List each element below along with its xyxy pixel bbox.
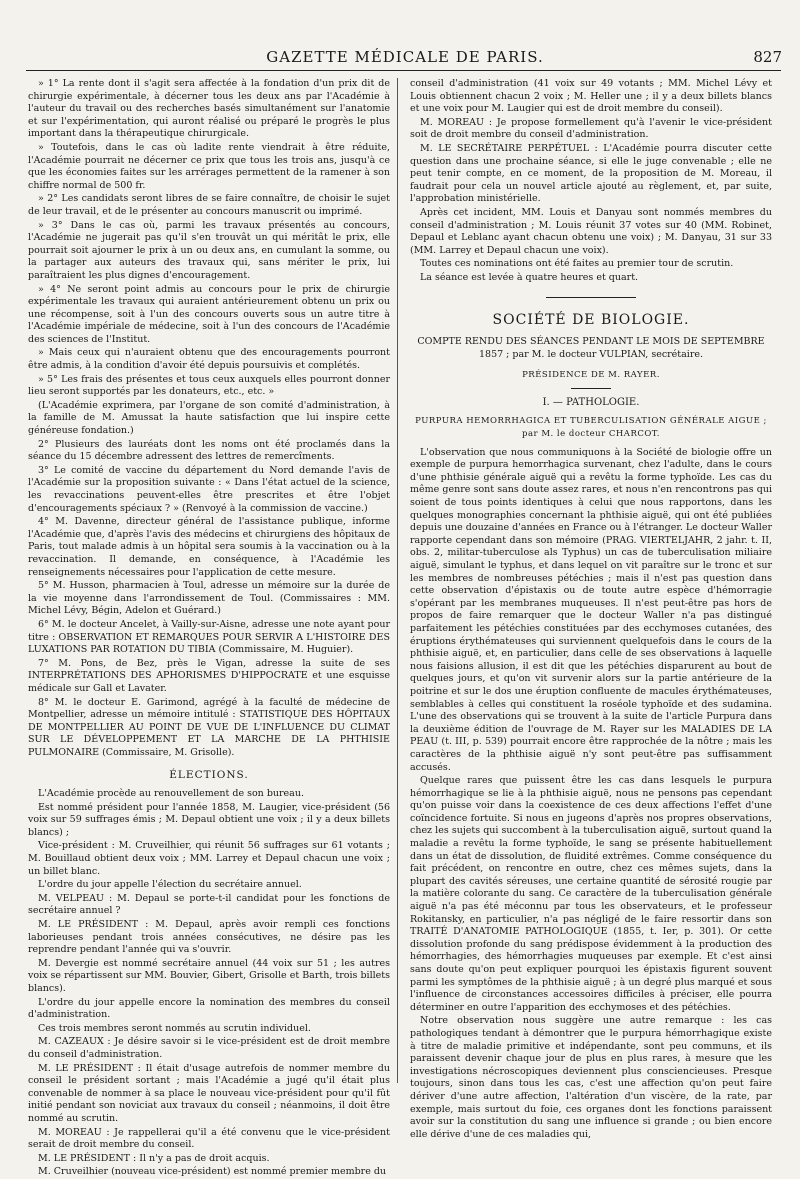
paragraph: » 3° Dans le cas où, parmi les travaux présentés au concours, l'Académie ne jugerait pas qu'il s'en trouvât un qui méritât le prix, elle pourrait soit ajourner le prix à un ou deux ans, en cumulant la somme, ou la partager aux auteurs des travaux qui, sans mériter le prix, lui paraîtraient les plus dignes d'encouragement. (28, 219, 390, 281)
paragraph: L'ordre du jour appelle l'élection du secrétaire annuel. (38, 879, 302, 891)
paragraph: Est nommé président pour l'année 1858, M. Laugier, vice-président (56 voix sur 59 suffrages émis ; M. Depaul obtient une voix ; il y a deux billets blancs) ; (28, 801, 390, 838)
paragraph: conseil d'administration (41 voix sur 49 votants ; MM. Michel Lévy et Louis obtiennent chacun 2 voix ; M. Heller une ; il y a deux billets blancs et une voix pour M. Laugier qui est de droit membre du conseil). (410, 78, 772, 115)
paragraph: Ces trois membres seront nommés au scrutin individuel. (38, 1022, 311, 1034)
society-title: SOCIÉTÉ DE BIOLOGIE. (492, 311, 690, 328)
paragraph: M. LE PRÉSIDENT : M. Depaul, après avoir rempli ces fonctions laborieuses pendant trois années consécutives, ne désire pas les reprendre pendant l'année qui va s'ouvrir. (28, 919, 390, 956)
paragraph: M. Devergie est nommé secrétaire annuel (44 voix sur 51 ; les autres voix se répartissent sur MM. Bouvier, Gibert, Grisolle et Barth, trois billets blancs). (28, 957, 390, 994)
paragraph: M. LE PRÉSIDENT : Il était d'usage autrefois de nommer membre du conseil le président sortant ; mais l'Académie a jugé qu'il était plus convenable de nommer à sa place le nouveau vice-président pour qu'il fût initié pendant son noviciat aux travaux du conseil ; néanmoins, il doit être nommé au scrutin. (28, 1062, 390, 1124)
paragraph: M. MOREAU : Je propose formellement qu'à l'avenir le vice-président soit de droit membre du conseil d'administration. (410, 116, 772, 141)
paragraph: 7° M. Pons, de Bez, près le Vigan, adresse la suite de ses INTERPRÉTATIONS DES APHORISMES D'HIPPOCRATE et une esquisse médicale sur Gall et Lavater. (28, 657, 390, 694)
paragraph: M. LE PRÉSIDENT : Il n'y a pas de droit acquis. (38, 1152, 270, 1164)
paragraph: M. Cruveilhier (nouveau vice-président) est nommé premier membre du (38, 1166, 387, 1178)
paragraph: 5° M. Husson, pharmacien à Toul, adresse un mémoire sur la durée de la vie moyenne dans l'arrondissement de Toul. (Commissaires : MM. Michel Lévy, Bégin, Adelon et Guérard.) (28, 580, 390, 617)
header-rule (26, 70, 781, 71)
paragraph: M. LE SECRÉTAIRE PERPÉTUEL : L'Académie pourra discuter cette question dans une prochaine séance, si elle le juge convenable ; elle ne peut tenir compte, en ce moment, de la proposition de M. Moreau, il faudrait pour cela un nouvel article ajouté au règlement, et, par suite, l'approbation ministérielle. (410, 142, 772, 205)
left-column (28, 78, 390, 1178)
paragraph: Vice-président : M. Cruveilhier, qui réunit 56 suffrages sur 61 votants ; M. Bouillaud obtient deux voix ; MM. Larrey et Depaul chacun une voix ; un billet blanc. (28, 840, 390, 877)
paragraph: » Mais ceux qui n'auraient obtenu que des encouragements pourront être admis, à la condition d'avoir été depuis poursuivis et complétés. (28, 347, 390, 372)
compte-rendu-title: COMPTE RENDU DES SÉANCES PENDANT LE MOIS DE SEPTEMBRE 1857 ; par M. le docteur VULPIAN, secrétaire. (417, 336, 765, 360)
paragraph: » 5° Les frais des présentes et tous ceux auxquels elles pourront donner lieu seront supportés par les donateurs, etc., etc. » (28, 373, 390, 398)
paragraph: » Toutefois, dans le cas où ladite rente viendrait à être réduite, l'Académie pourrait ne décerner ce prix que tous les trois ans, jusqu'à ce que les économies faites sur les arrérages permettent de la ramener à son chiffre normal de 500 fr. (28, 141, 390, 191)
column-divider (397, 78, 398, 1083)
paragraph: Notre observation nous suggère une autre remarque : les cas pathologiques tendant à démontrer que le purpura hémorrhagique existe à titre de maladie primitive et indépendante, sont peu communs, et ils paraissent devenir chaque jour de plus en plus rares, à mesure que les investigations nécroscopiques deviennent plus consciencieuses. Presque toujours, sinon dans tous les cas, c'est une affection qu'on peut faire dériver d'une autre affection, l'altération d'un viscère, de la rate, par exemple, mais surtout du foie, ces organes dont les fonctions paraissent avoir sur la constitution du sang une influence si grande ; ou bien encore elle dérive d'une de ces maladies qui, (410, 1015, 772, 1140)
paragraph: (L'Académie exprimera, par l'organe de son comité d'administration, à la famille de M. Amussat la haute satisfaction que lui inspire cette généreuse fondation.) (28, 399, 390, 437)
paragraph: 2° Plusieurs des lauréats dont les noms ont été proclamés dans la séance du 15 décembre adressent des lettres de remercîments. (28, 438, 390, 463)
paragraph: 3° Le comité de vaccine du département du Nord demande l'avis de l'Académie sur la proposition suivante : « Dans l'état actuel de la science, les revaccinations peuvent-elles être prescrites et être l'objet d'encouragements spéciaux ? » (Renvoyé à la commission de vaccine.) (28, 464, 390, 514)
page-number: 827 (753, 48, 782, 66)
presidence-line: PRÉSIDENCE DE M. RAYER. (522, 370, 660, 381)
right-column (410, 78, 772, 1140)
paragraph: » 1° La rente dont il s'agit sera affectée à la fondation d'un prix dit de chirurgie expérimentale, à décerner tous les deux ans par l'Académie à l'auteur du travail ou des recherches basés simultanément sur l'anatomie et sur l'expérimentation, qui auront réalisé ou préparé le progrès le plus important dans la thérapeutique chirurgicale. (28, 78, 390, 140)
paragraph: L'ordre du jour appelle encore la nomination des membres du conseil d'administration. (28, 996, 390, 1021)
paragraph: M. VELPEAU : M. Depaul se porte-t-il candidat pour les fonctions de secrétaire annuel ? (28, 892, 390, 917)
journal-title: GAZETTE MÉDICALE DE PARIS. (266, 48, 544, 66)
elections-heading: ÉLECTIONS. (169, 769, 249, 782)
paragraph: 4° M. Davenne, directeur général de l'assistance publique, informe l'Académie que, d'après l'avis des médecins et chirurgiens des hôpitaux de Paris, tout malade admis à un hôpital sera soumis à la vaccination ou à la revaccination. Il demande, en conséquence, à l'Académie les renseignements nécessaires pour l'application de cette mesure. (28, 516, 390, 578)
paragraph: » 4° Ne seront point admis au concours pour le prix de chirurgie expérimentale les travaux qui auraient antérieurement obtenu un prix ou une récompense, soit à l'un des concours ouverts sous un autre titre à l'Académie impériale de médecine, soit à l'un des concours de l'Académie des sciences de l'Institut. (28, 283, 390, 345)
paragraph: L'observation que nous communiquons à la Société de biologie offre un exemple de purpura hemorrhagica survenant, chez l'adulte, dans le cours d'une phthisie générale aiguë qui a revêtu la forme typhoïde. Les cas du même genre sont sans doute assez rares, et nous n'en rencontrons pas qui soient de tous points identiques à celui que nous rapportons, dans les quelques monographies concernant la phthisie aiguë, qui ont été publiées depuis une douzaine d'années en France ou à l'étranger. Le docteur Waller rapporte cependant dans son mémoire (PRAG. VIERTELJAHR, 2 jahr. t. II, obs. 2, militar-tuberculose als Typhus) un cas de tuberculisation miliaire aiguë, simulant le typhus, et dans lequel on vit paraître sur le tronc et sur les membres de nombreuses pétéchies ; mais il n'est pas question dans cette observation d'épistaxis ou de toute autre espèce d'hémorragie s'opérant par les membranes muqueuses. Il n'est peut-être pas hors de propos de faire remarquer que le docteur Waller n'a pas distingué parfaitement les pétéchies constituées par des ecchymoses cutanées, des éruptions érythémateuses qui surviennent quelquefois dans le cours de la phthisie aiguë, et, en particulier, dans celle de ses observations à laquelle nous faisions allusion, il est dit que les pétéchies disparurent au bout de quelques jours, et qu'on vit survenir alors sur la partie antérieure de la poitrine et sur le dos une éruption confluente de macules érythémateuses, semblables à celles qui constituent la roséole typhoïde et des sudamina. L'une des observations qui se trouvent à la suite de l'article Purpura dans la deuxième édition de l'ouvrage de M. Rayer sur les MALADIES DE LA PEAU (t. III, p. 539) pourrait encore être rapprochée de la nôtre ; mais les caractères de la phthisie aiguë n'y sont peut-être pas suffisamment accusés. (410, 446, 772, 773)
paragraph: » 2° Les candidats seront libres de se faire connaître, de choisir le sujet de leur travail, et de le présenter au concours manuscrit ou imprimé. (28, 193, 390, 217)
paragraph: M. MOREAU : Je rappellerai qu'il a été convenu que le vice-président serait de droit membre du conseil. (28, 1126, 390, 1151)
paragraph: M. CAZEAUX : Je désire savoir si le vice-président est de droit membre du conseil d'administration. (28, 1036, 390, 1060)
section-heading: I. — PATHOLOGIE. (542, 396, 640, 408)
paragraph: Quelque rares que puissent être les cas dans lesquels le purpura hémorrhagique se lie à la phthisie aiguë, nous ne pensons pas cependant qu'on puisse voir dans la coexistence de ces deux affections l'effet d'une coïncidence fortuite. Si nous en jugeons d'après nos propres observations, chez les sujets qui succombent à la tuberculisation aiguë, surtout quand la maladie a revêtu la forme typhoïde, le sang se présente habituellement dans un état de dissolution, de fluidité extrêmes. Comme conséquence du fait précédent, on rencontre en outre, chez ces mêmes sujets, dans la plupart des cavités séreuses, une certaine quantité de sérosité rougie par la matière colorante du sang. Ce caractère de la tuberculisation générale aiguë n'a pas été méconnu par tous les observateurs, et le professeur Rokitansky, en particulier, n'a pas négligé de le faire ressortir dans son TRAITÉ D'ANATOMIE PATHOLOGIQUE (1855, t. Ier, p. 301). Or cette dissolution profonde du sang prédispose évidemment à la production des hémorrhagies, des hémorrhagies muqueuses par exemple. Et c'est ainsi sans doute qu'on peut expliquer pourquoi les épistaxis figurent souvent parmi les symptômes de la phthisie aiguë ; à un degré plus marqué et sous l'influence de circonstances accessoires difficiles à préciser, elle pourra déterminer en outre l'apparition des ecchymoses et des pétéchies. (410, 775, 772, 1013)
paragraph: 6° M. le docteur Ancelet, à Vailly-sur-Aisne, adresse une note ayant pour titre : OBSERVATION ET REMARQUES POUR SERVIR A L'HISTOIRE DES LUXATIONS PAR ROTATION DU TIBIA (Commissaire, M. Huguier). (28, 618, 390, 656)
section-rule (546, 297, 636, 298)
paragraph: Après cet incident, MM. Louis et Danyau sont nommés membres du conseil d'administration ; M. Louis réunit 37 votes sur 40 (MM. Robinet, Depaul et Leblanc ayant chacun obtenu une voix) ; M. Danyau, 31 sur 33 (MM. Larrey et Depaul chacun une voix). (410, 206, 772, 256)
paragraph: La séance est levée à quatre heures et quart. (420, 271, 639, 283)
article-title: PURPURA HEMORRHAGICA ET TUBERCULISATION GÉNÉRALE AIGUE ; par M. le docteur CHARCOT. (415, 416, 767, 440)
paragraph: Toutes ces nominations ont été faites au premier tour de scrutin. (420, 258, 734, 270)
paragraph: L'Académie procède au renouvellement de son bureau. (38, 788, 304, 800)
page-header (20, 46, 790, 68)
paragraph: 8° M. le docteur E. Garimond, agrégé à la faculté de médecine de Montpellier, adresse un mémoire intitulé : STATISTIQUE DES HÔPITAUX DE MONTPELLIER AU POINT DE VUE DE L'INFLUENCE DU CLIMAT SUR LE DÉVELOPPEMENT ET LA MARCHE DE LA PHTHISIE PULMONAIRE (Commissaire, M. Grisolle). (28, 696, 390, 758)
small-rule (571, 388, 611, 389)
